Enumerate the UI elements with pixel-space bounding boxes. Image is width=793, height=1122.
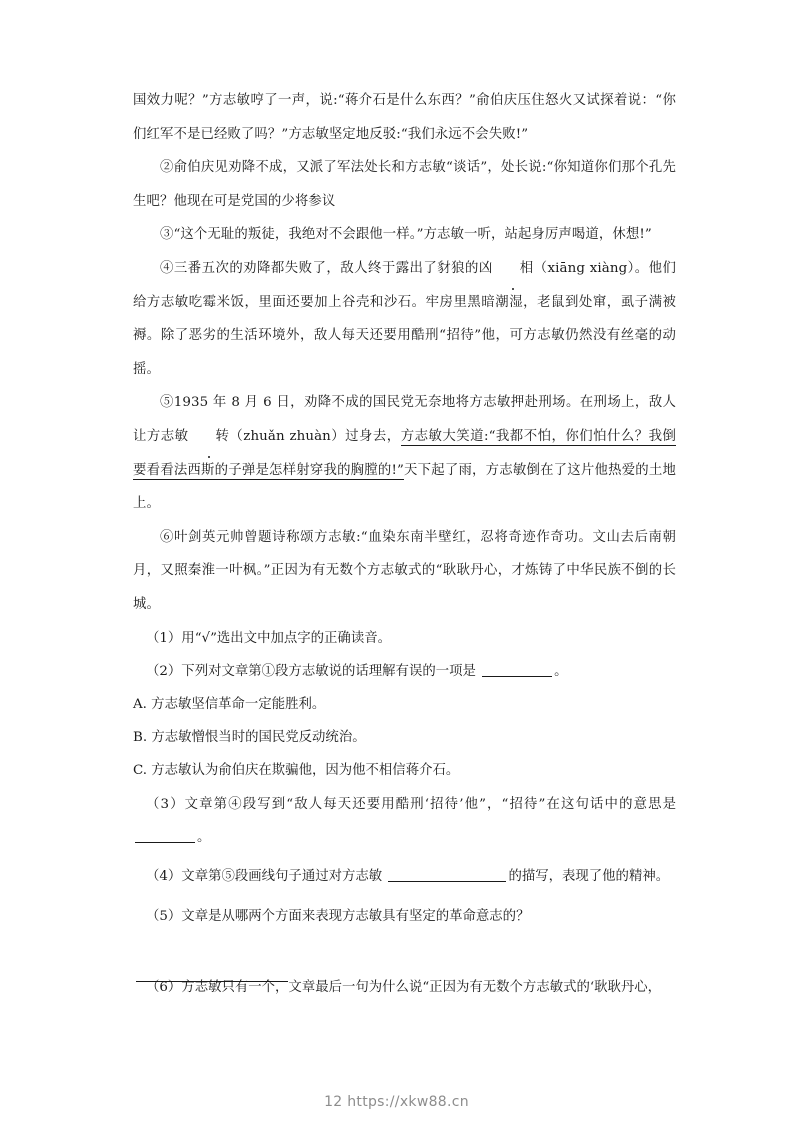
passage-paragraph-5-part-a: ⑤1935 年 8 月 6 日，劝降不成的国民党无奈地将方志敏押赴刑场。在刑场上，敌人让方志敏	[133, 395, 676, 444]
footer-watermark: 12 https://xkw88.cn	[324, 1094, 469, 1110]
underlined-sentence: 方志敏大笑道:“我都不怕，你们怕什么？我倒要看看法西斯的子弹是怎样射穿我的胸膛的!”	[133, 428, 676, 478]
spacer-question-5	[133, 893, 676, 900]
spacer-question-6	[133, 933, 676, 971]
passage-paragraph-3: ③“这个无耻的叛徒，我绝对不会跟他一样。”方志敏一听，站起身厉声喝道，休想!”	[160, 227, 652, 243]
emphasis-dot-char-xiang: 相	[493, 252, 534, 286]
question-4	[133, 860, 676, 893]
passage-paragraph-5	[133, 386, 676, 520]
question-4-text-tail: 的描写，表现了他的精神。	[508, 868, 670, 884]
page-content	[133, 84, 676, 1005]
passage-paragraph-6: ⑥叶剑英元帅曾题诗称颂方志敏:“血染东南半壁红，忍将奇迹作奇功。文山去后南朝月，又照秦淮一叶枫。”正因为有无数个方志敏式的“耿耿丹心，才炼铸了中华民族不倒的长城。	[133, 529, 676, 612]
question-2-period: 。	[554, 663, 568, 679]
question-1: （1）用“√”选出文中加点字的正确读音。	[146, 630, 391, 646]
question-5-answer-rule[interactable]	[136, 981, 288, 982]
passage-paragraph-5-part-c: 天下起了雨，方志敏倒在了这片他热爱的土地上。	[133, 462, 677, 512]
question-2-option-b[interactable]: B. 方志敏憎恨当时的国民党反动统治。	[133, 730, 366, 746]
question-2-option-c[interactable]: C. 方志敏认为俞伯庆在欺骗他，因为他不相信蒋介石。	[133, 763, 460, 779]
question-2	[133, 655, 676, 688]
question-3-answer-blank[interactable]	[135, 842, 195, 843]
question-2-answer-blank[interactable]	[482, 676, 552, 677]
question-5: （5）文章是从哪两个方面来表现方志敏具有坚定的革命意志的？	[146, 909, 530, 925]
passage-paragraph-1: 国效力呢？”方志敏哼了一声，说:“蒋介石是什么东西？”俞伯庆压住怒火又试探着说：“你们红军不是已经败了吗？”方志敏坚定地反驳:“我们永远不会失败!”	[133, 93, 676, 142]
question-3	[133, 788, 676, 854]
passage-paragraph-4	[133, 252, 676, 386]
question-2-option-a[interactable]: A. 方志敏坚信革命一定能胜利。	[133, 696, 326, 712]
passage-paragraph-4-part-b: （xiāng xiàng）。他们给方志敏吃霉米饭，里面还要加上谷壳和沙石。牢房里黑暗潮湿，老鼠到处窜，虱子满被褥。除了恶劣的生活环境外，敌人每天还要用酷刑“招待”他，可方志敏仍然没有丝毫的动摇。	[133, 260, 677, 377]
question-4-answer-blank[interactable]	[388, 881, 506, 882]
passage-paragraph-2: ②俞伯庆见劝降不成，又派了军法处长和方志敏“谈话”，处长说:“你知道你们那个孔先生吧？他现在可是党国的少将参议	[133, 160, 676, 209]
emphasis-dot-char-zhuan: 转	[189, 420, 230, 454]
question-6: （6）方志敏只有一个，文章最后一句为什么说“正因为有无数个方志敏式的‘耿耿丹心，	[146, 980, 662, 996]
question-3-text: （3）文章第④段写到“敌人每天还要用酷刑‘招待’他”，“招待”在这句话中的意思是	[146, 796, 676, 812]
passage-paragraph-5-part-b: （zhuǎn zhuàn）过身去，	[229, 428, 401, 444]
question-2-text: （2）下列对文章第①段方志敏说的话理解有误的一项是	[146, 663, 476, 679]
question-3-period: 。	[197, 829, 211, 845]
question-4-text: （4）文章第⑤段画线句子通过对方志敏	[146, 868, 383, 884]
passage-paragraph-4-part-a: ④三番五次的劝降都失败了，敌人终于露出了豺狼的凶	[160, 260, 493, 276]
